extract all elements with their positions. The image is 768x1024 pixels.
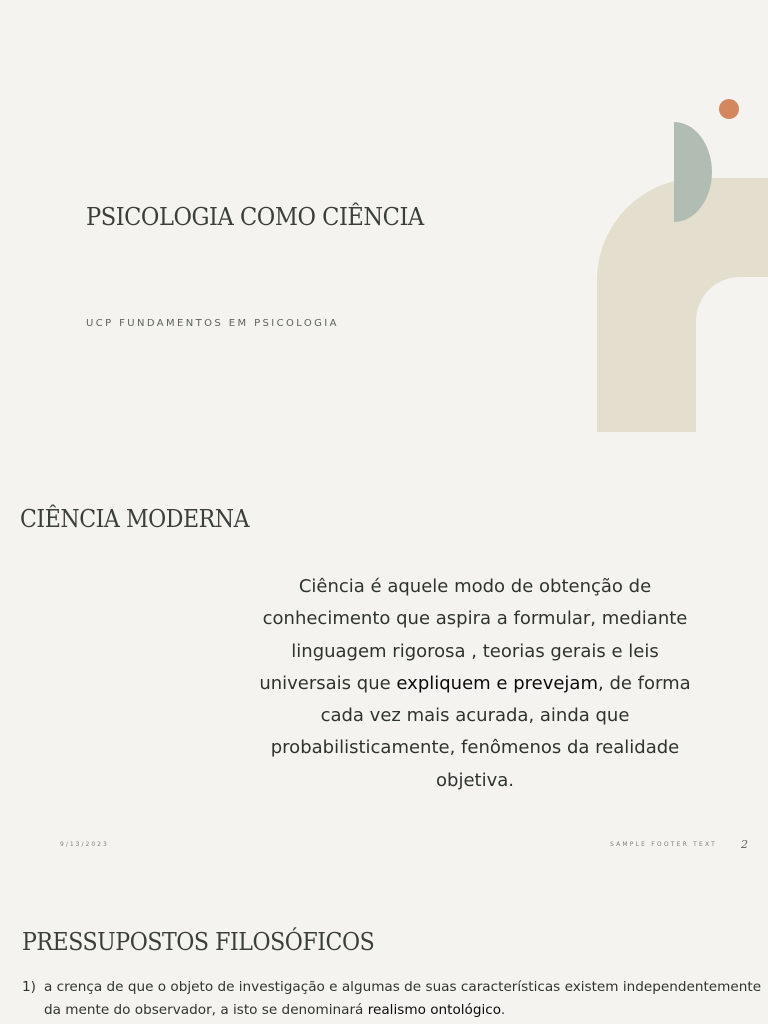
list-item-text: [44, 976, 762, 1021]
page-number: 2: [741, 838, 748, 851]
title-slide: [0, 0, 768, 450]
slide-title: PRESSUPOSTOS FILOSÓFICOS: [22, 928, 375, 956]
list-item-number: 1): [22, 979, 36, 995]
slide-subtitle: UCP FUNDAMENTOS EM PSICOLOGIA: [86, 318, 339, 329]
content-slide: [0, 880, 768, 1024]
body-paragraph: [244, 571, 706, 797]
slide-title: CIÊNCIA MODERNA: [20, 505, 250, 533]
body-highlight: expliquem e prevejam: [396, 672, 599, 694]
slide-title: PSICOLOGIA COMO CIÊNCIA: [86, 203, 424, 231]
dot-shape: [719, 99, 739, 119]
list-item-text-end: .: [500, 1001, 506, 1018]
body-text-end: , de forma cada vez mais acurada, ainda que probabilisticamente, fenômenos da realidade objetiva.: [270, 672, 691, 791]
list-item-text-start: a crença de que o objeto de investigação e algumas de suas características existem independentemente da mente do observador, a isto se denominará: [44, 979, 762, 1018]
footer-date: 9/13/2023: [60, 841, 109, 848]
body-text-start: Ciência é aquele modo de obtenção de conhecimento que aspira a formular, mediante linguagem rigorosa , teorias gerais e leis universais que: [259, 576, 688, 694]
decorative-shapes: [590, 90, 768, 440]
footer-text: SAMPLE FOOTER TEXT: [610, 841, 718, 848]
content-slide: [0, 455, 768, 875]
list-item-highlight: realismo ontológico: [367, 1001, 501, 1018]
